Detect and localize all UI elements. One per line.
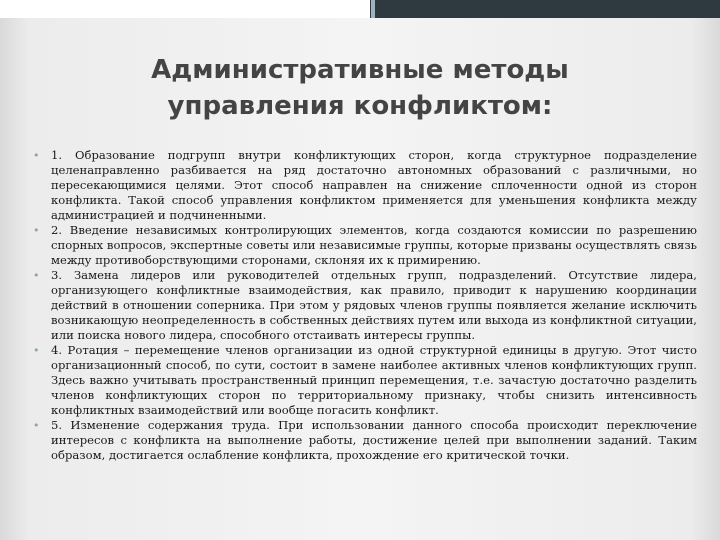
bullet-item-text: 5. Изменение содержания труда. При использовании данного способа происходит переключение интересов с конфликта на выполнение работы, достижение целей при выполнении заданий. Таким образом, достигается ослабление конфликта, прохождение его критической точки. bbox=[51, 418, 697, 462]
bullet-dot-icon: • bbox=[33, 419, 40, 432]
top-dark-band bbox=[370, 0, 720, 18]
bullet-item-1 bbox=[33, 148, 697, 223]
bullet-item-text: 3. Замена лидеров или руководителей отдельных групп, подразделений. Отсутствие лидера, организующего конфликтные взаимодействия, как правило, приводит к нарушению координации действий в отношении соперника. При этом у рядовых членов группы появляется желание исключить возникающую неопределенность в собственных действиях путем или выхода из конфликтной ситуации, или поиска нового лидера, способного отстаивать интересы группы. bbox=[51, 268, 697, 342]
bullet-dot-icon: • bbox=[33, 269, 40, 282]
bullet-dot-icon: • bbox=[33, 149, 40, 162]
bullet-item-4 bbox=[33, 343, 697, 418]
slide-title-line-2: управления конфликтом: bbox=[167, 91, 553, 121]
slide-title-line-1: Административные методы bbox=[151, 55, 569, 85]
bullet-item-text: 1. Образование подгрупп внутри конфликтующих сторон, когда структурное подразделение целенаправленно разбивается на ряд достаточно автономных образований с различными, но пересекающимися целями. Этот способ направлен на снижение сплоченности одной из сторон конфликта. Такой способ управления конфликтом применяется для уменьшения конфликта между администрацией и подчиненными. bbox=[51, 148, 697, 222]
slide-title bbox=[40, 52, 680, 124]
bullet-dot-icon: • bbox=[33, 224, 40, 237]
bullet-item-3 bbox=[33, 268, 697, 343]
bullet-list bbox=[33, 148, 697, 463]
bullet-item-text: 4. Ротация – перемещение членов организации из одной структурной единицы в другую. Этот чисто организационный способ, по сути, состоит в замене наиболее активных членов конфликтующих групп. Здесь важно учитывать пространственный принцип перемещения, т.е. зачастую достаточно разделить членов конфликтующих сторон по территориальному признаку, чтобы снизить интенсивность конфликтных взаимодействий или вообще погасить конфликт. bbox=[51, 343, 697, 417]
bullet-item-5 bbox=[33, 418, 697, 463]
bullet-dot-icon: • bbox=[33, 344, 40, 357]
top-decorative-bar bbox=[0, 0, 720, 18]
bullet-item-2 bbox=[33, 223, 697, 268]
top-accent-stripe bbox=[371, 0, 375, 18]
bullet-item-text: 2. Введение независимых контролирующих элементов, когда создаются комиссии по разрешению спорных вопросов, экспертные советы или независимые группы, которые призваны осуществлять связь между противоборствующими сторонами, склоняя их к примирению. bbox=[51, 223, 697, 267]
